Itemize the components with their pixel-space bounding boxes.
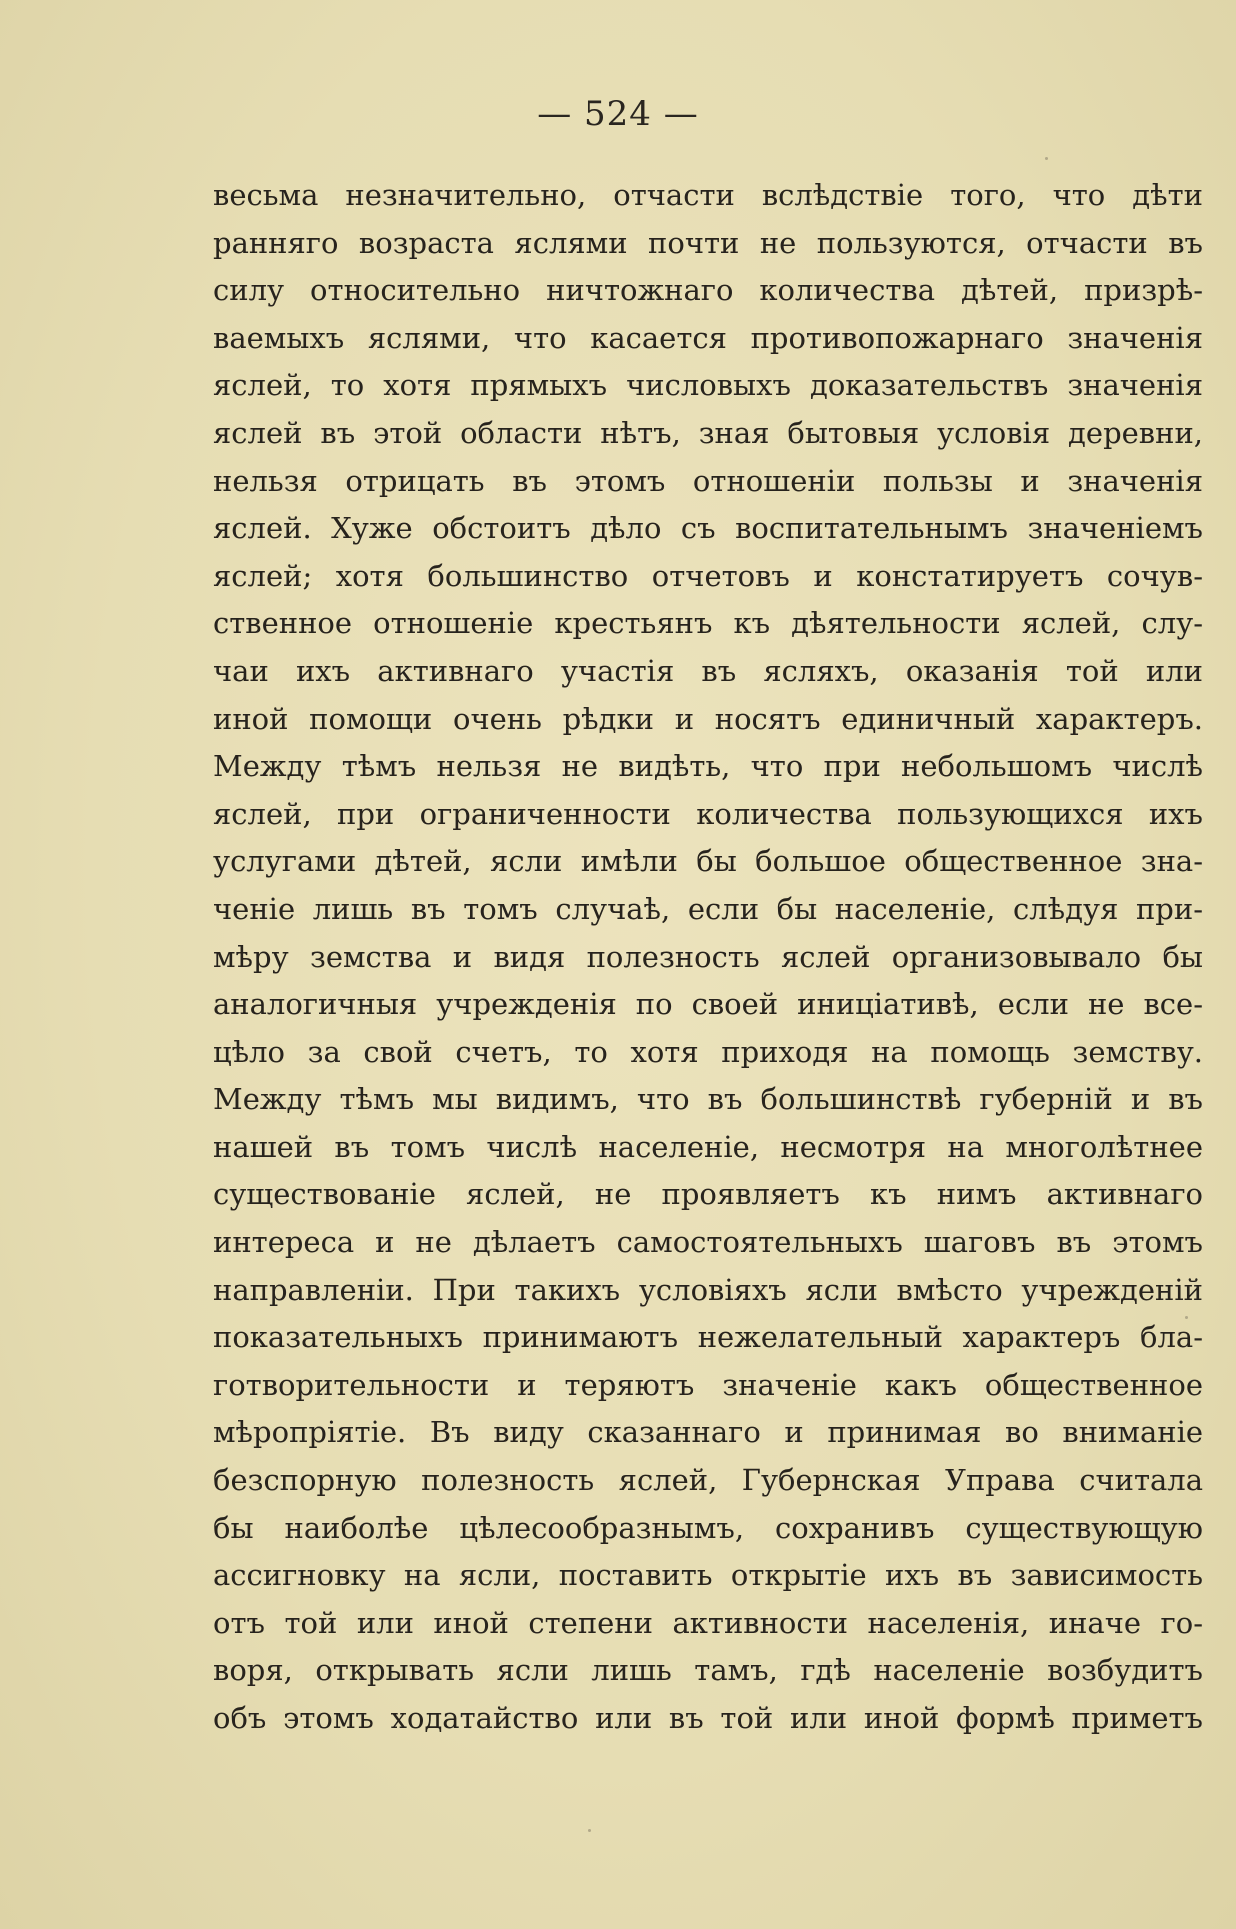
- text-line: объ этомъ ходатайство или въ той или иной формѣ приметъ: [213, 1701, 1203, 1735]
- text-line: яслей; хотя большинство отчетовъ и констатируетъ сочув-: [213, 558, 1203, 593]
- text-line: мѣропріятіе. Въ виду сказаннаго и принимая во вниманіе: [213, 1415, 1203, 1450]
- text-line: силу относительно ничтожнаго количества дѣтей, призрѣ-: [213, 273, 1203, 308]
- text-line: нельзя отрицать въ этомъ отношеніи пользы и значенія: [213, 463, 1203, 498]
- text-line: яслей, то хотя прямыхъ числовыхъ доказательствъ значенія: [213, 368, 1203, 403]
- text-line: воря, открывать ясли лишь тамъ, гдѣ населеніе возбудитъ: [213, 1653, 1203, 1688]
- text-line: ственное отношеніе крестьянъ къ дѣятельности яслей, слу-: [213, 606, 1203, 641]
- text-line: яслей въ этой области нѣтъ, зная бытовыя условія деревни,: [213, 415, 1203, 450]
- text-line: чаи ихъ активнаго участія въ ясляхъ, оказанія той или: [213, 653, 1203, 688]
- text-line: ваемыхъ яслями, что касается противопожарнаго значенія: [213, 320, 1203, 355]
- text-line: Между тѣмъ нельзя не видѣть, что при небольшомъ числѣ: [213, 749, 1203, 784]
- text-line: иной помощи очень рѣдки и носятъ единичный характеръ.: [213, 701, 1203, 736]
- text-line: яслей. Хуже обстоитъ дѣло съ воспитательнымъ значеніемъ: [213, 511, 1203, 546]
- text-line: нашей въ томъ числѣ населеніе, несмотря на многолѣтнее: [213, 1129, 1203, 1164]
- text-line: ассигновку на ясли, поставить открытіе ихъ въ зависимость: [213, 1558, 1203, 1593]
- text-line: яслей, при ограниченности количества пользующихся ихъ: [213, 796, 1203, 831]
- text-line: направленіи. При такихъ условіяхъ ясли вмѣсто учрежденій: [213, 1272, 1203, 1307]
- text-line: показательныхъ принимаютъ нежелательный характеръ бла-: [213, 1320, 1203, 1355]
- text-line: интереса и не дѣлаетъ самостоятельныхъ шаговъ въ этомъ: [213, 1225, 1203, 1260]
- text-line: услугами дѣтей, ясли имѣли бы большое общественное зна-: [213, 844, 1203, 879]
- text-line: бы наиболѣе цѣлесообразнымъ, сохранивъ существующую: [213, 1510, 1203, 1545]
- text-line: готворительности и теряютъ значеніе какъ общественное: [213, 1367, 1203, 1402]
- text-line: весьма незначительно, отчасти вслѣдствіе того, что дѣти: [213, 178, 1203, 212]
- text-line: цѣло за свой счетъ, то хотя приходя на помощь земству.: [213, 1034, 1203, 1069]
- text-line: ранняго возраста яслями почти не пользуются, отчасти въ: [213, 225, 1203, 260]
- text-line: ченіе лишь въ томъ случаѣ, если бы населеніе, слѣдуя при-: [213, 891, 1203, 926]
- text-line: безспорную полезность яслей, Губернская Управа считала: [213, 1463, 1203, 1498]
- text-line: существованіе яслей, не проявляетъ къ нимъ активнаго: [213, 1177, 1203, 1212]
- paper-speck: [588, 1829, 591, 1832]
- paper-speck: [1045, 157, 1048, 160]
- text-line: Между тѣмъ мы видимъ, что въ большинствѣ губерній и въ: [213, 1082, 1203, 1117]
- paper-speck: [1185, 1316, 1188, 1319]
- text-line: мѣру земства и видя полезность яслей организовывало бы: [213, 939, 1203, 974]
- text-line: отъ той или иной степени активности населенія, иначе го-: [213, 1605, 1203, 1640]
- text-line: аналогичныя учрежденія по своей иниціативѣ, если не все-: [213, 987, 1203, 1022]
- page-number: — 524 —: [537, 94, 699, 134]
- body-text: [213, 172, 1203, 1743]
